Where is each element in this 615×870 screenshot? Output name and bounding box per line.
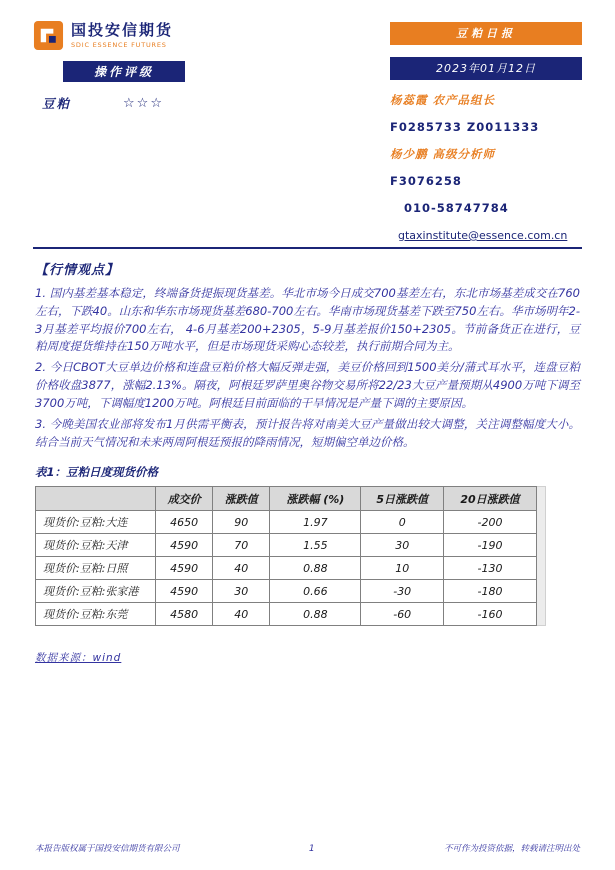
- company-subtitle: SDIC ESSENCE FUTURES: [71, 40, 167, 49]
- column-header: 涨跌幅 (%): [270, 487, 361, 511]
- cell-value: -60: [361, 603, 444, 626]
- rating-stars: ☆☆☆: [123, 95, 164, 111]
- column-header: [36, 487, 156, 511]
- cell-value: 90: [213, 511, 270, 534]
- table-row: [36, 603, 537, 626]
- row-label: 现货价:豆粕:张家港: [36, 580, 156, 603]
- cell-value: 1.55: [270, 534, 361, 557]
- header-divider: [33, 247, 582, 249]
- cell-value: 0.88: [270, 603, 361, 626]
- cell-value: 4590: [156, 534, 213, 557]
- table-row: [36, 580, 537, 603]
- cell-value: 40: [213, 557, 270, 580]
- price-table: [35, 486, 537, 626]
- analyst-2-id: F3076258: [390, 174, 462, 188]
- cell-value: 40: [213, 603, 270, 626]
- cell-value: 4590: [156, 557, 213, 580]
- opinion-paragraphs: [35, 285, 580, 451]
- cell-value: -160: [443, 603, 536, 626]
- cell-value: -180: [443, 580, 536, 603]
- cell-value: 30: [213, 580, 270, 603]
- price-table-body: [36, 511, 537, 626]
- cell-value: 10: [361, 557, 444, 580]
- cell-value: -200: [443, 511, 536, 534]
- cell-value: 0: [361, 511, 444, 534]
- product-rating-row: [42, 94, 164, 112]
- cell-value: 30: [361, 534, 444, 557]
- cell-value: 70: [213, 534, 270, 557]
- analyst-2-name: 杨少鹏 高级分析师: [390, 147, 496, 161]
- page-footer: [35, 842, 580, 854]
- cell-value: -30: [361, 580, 444, 603]
- analyst-1-name: 杨蕊霞 农产品组长: [390, 93, 496, 107]
- footer-disclaimer: 不可作为投资依据，转载请注明出处: [443, 844, 580, 854]
- column-header: 20日涨跌值: [443, 487, 536, 511]
- footer-copyright: 本报告版权属于国投安信期货有限公司: [35, 844, 180, 854]
- report-body: [35, 259, 580, 665]
- report-title-banner: 豆粕日报: [390, 22, 582, 45]
- cell-value: 4590: [156, 580, 213, 603]
- table-title: 表1：豆粕日度现货价格: [35, 465, 159, 480]
- column-header: 涨跌值: [213, 487, 270, 511]
- opinion-paragraph: 3. 今晚美国农业部将发布1月供需平衡表，预计报告将对南美大豆产量做出较大调整，关注调整幅度大小。结合当前天气情况和未来两周阿根廷预报的降雨情况，短期偏空单边价格。: [35, 416, 580, 449]
- column-header: 5日涨跌值: [361, 487, 444, 511]
- price-table-wrap: [35, 486, 580, 626]
- company-name: 国投安信期货: [71, 21, 174, 40]
- contact-email-link[interactable]: gtaxinstitute@essence.com.cn: [398, 229, 568, 242]
- table-row: [36, 511, 537, 534]
- cell-value: -130: [443, 557, 536, 580]
- data-source-note: 数据来源：wind: [35, 652, 122, 665]
- cell-value: 0.88: [270, 557, 361, 580]
- table-scrollbar[interactable]: [537, 486, 546, 626]
- company-logo: [33, 20, 173, 51]
- report-date-banner: 2023年01月12日: [390, 57, 582, 80]
- page-number: 1: [308, 844, 315, 854]
- header-right-column: [390, 22, 582, 242]
- cell-value: 1.97: [270, 511, 361, 534]
- table-row: [36, 534, 537, 557]
- opinion-paragraph: 2. 今日CBOT大豆单边价格和连盘豆粕价格大幅反弹走强，美豆价格回到1500美分/蒲式耳水平，连盘豆粕价格收盘3877，涨幅2.13%。隔夜，阿根廷罗萨里奥谷物交易所将22/23大豆产量预期从4900万吨下调至3700万吨，下调幅度1200万吨。阿根廷目前面临的干旱情况是产量下调的主要原因。: [35, 360, 580, 410]
- cell-value: 0.66: [270, 580, 361, 603]
- cell-value: -190: [443, 534, 536, 557]
- contact-phone: 010-58747784: [404, 201, 509, 215]
- column-header: 成交价: [156, 487, 213, 511]
- opinion-paragraph: 1. 国内基差基本稳定，终端备货提振现货基差。华北市场今日成交700基差左右，东北市场基差成交在760左右，下跌40。山东和华东市场现货基差680-700左右。华南市场现货基差下跌至750左右。华市场明年2-3月基差平均报价700左右， 4-6月基差200+2305，5-9月基差报价150+2305。节前备货正在进行，豆粕周度提货维持在150万吨水平，但是市场现货采购心态较差，执行前期合同为主。: [35, 286, 580, 354]
- row-label: 现货价:豆粕:日照: [36, 557, 156, 580]
- section-title-market-view: 【行情观点】: [35, 263, 120, 278]
- row-label: 现货价:豆粕:大连: [36, 511, 156, 534]
- company-logo-icon: [33, 20, 64, 51]
- cell-value: 4650: [156, 511, 213, 534]
- row-label: 现货价:豆粕:天津: [36, 534, 156, 557]
- rating-box: 操作评级: [63, 61, 185, 82]
- row-label: 现货价:豆粕:东莞: [36, 603, 156, 626]
- price-table-header-row: [36, 487, 537, 511]
- company-name-block: [71, 22, 173, 49]
- product-name: 豆粕: [42, 96, 72, 111]
- analyst-1-id: F0285733 Z0011333: [390, 120, 540, 134]
- table-row: [36, 557, 537, 580]
- cell-value: 4580: [156, 603, 213, 626]
